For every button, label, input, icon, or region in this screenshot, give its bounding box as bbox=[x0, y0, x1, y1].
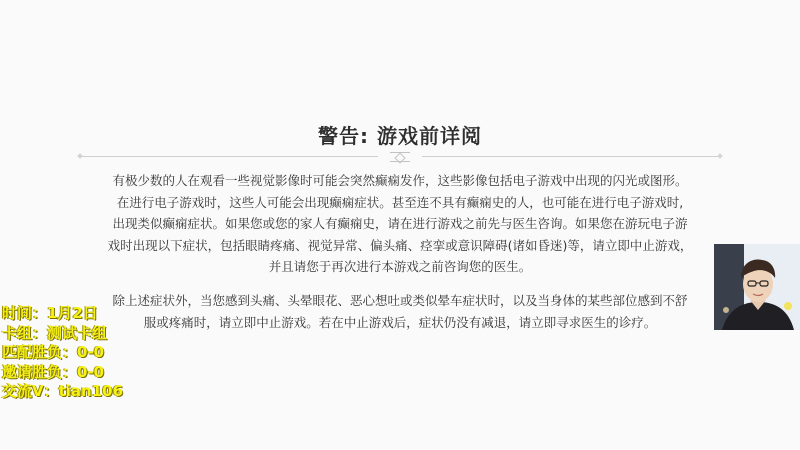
warning-paragraph-2 bbox=[82, 290, 718, 333]
warning-paragraph-1 bbox=[82, 170, 718, 278]
overlay-contact: 交流V：tian106 bbox=[2, 382, 124, 400]
webcam-feed bbox=[714, 244, 800, 330]
stream-info-overlay bbox=[2, 304, 123, 402]
divider-right-ornament bbox=[717, 153, 723, 159]
divider-center-ornament bbox=[390, 152, 410, 162]
overlay-invite-record: 邀请胜负：0-0 bbox=[2, 362, 105, 381]
divider-left-line bbox=[78, 156, 378, 157]
paragraph-line: 有极少数的人在观看一些视觉影像时可能会突然癫痫发作，这些影像包括电子游戏中出现的闪光或图形。 bbox=[112, 173, 688, 188]
paragraph-line: 出现类似癫痫症状。如果您或您的家人有癫痫史，请在进行游戏之前先与医生咨询。如果您在游玩电子游 bbox=[112, 216, 688, 231]
paragraph-line: 并且请您于再次进行本游戏之前咨询您的医生。 bbox=[268, 259, 532, 274]
overlay-deck: 卡组：测试卡组 bbox=[2, 323, 108, 342]
title-divider bbox=[78, 150, 722, 164]
paragraph-line: 在进行电子游戏时，这些人可能会出现癫痫症状。甚至连不具有癫痫史的人，也可能在进行电子游戏时, bbox=[116, 194, 684, 210]
warning-title: 警告: 游戏前详阅 bbox=[318, 124, 482, 148]
webcam-person-icon bbox=[714, 244, 800, 330]
divider-right-line bbox=[422, 156, 722, 157]
overlay-time: 时间：1月2日 bbox=[2, 304, 98, 322]
overlay-match-record: 匹配胜负：0-0 bbox=[2, 343, 105, 361]
paragraph-line: 除上述症状外，当您感到头痛、头晕眼花、恶心想吐或类似晕车症状时，以及当身体的某些部位感到不舒 bbox=[112, 293, 688, 308]
paragraph-line: 服或疼痛时，请立即中止游戏。若在中止游戏后，症状仍没有减退，请立即寻求医生的诊疗。 bbox=[143, 314, 657, 330]
paragraph-line: 戏时出现以下症状，包括眼睛疼痛、视觉异常、偏头痛、痉挛或意识障碍(诸如昏迷)等，请立即中止游戏， bbox=[107, 237, 693, 253]
